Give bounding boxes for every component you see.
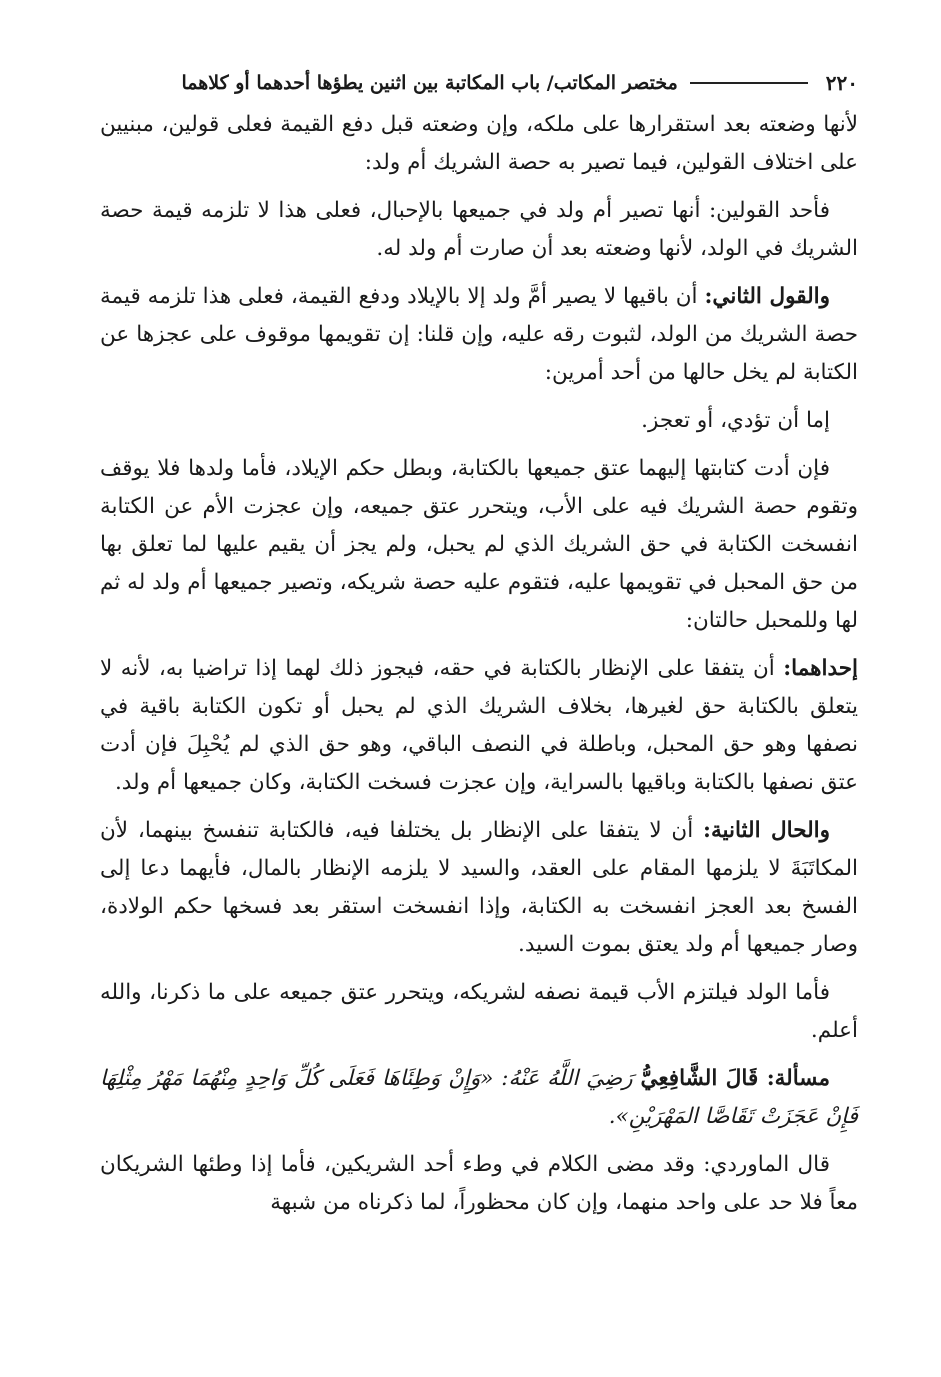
running-title: مختصر المكاتب/ باب المكاتبة بين اثنين يطؤها أحدهما أو كلاهما	[181, 72, 678, 94]
paragraph-text: أن يتفقا على الإنظار بالكتابة في حقه، فيجوز ذلك لهما إذا تراضيا به، لأنه لا يتعلق بالكتابة حق لغيرها، بخلاف الشريك الذي لم يحبل أو تكون الكتابة باقية في نصفها وهو حق المحبل، وباطلة في النصف الباقي، وهو حق الذي لم يُحْبِلَ فإن أدت عتق نصفها بالكتابة وباقيها بالسراية، وإن عجزت فسخت الكتابة، وكان جميعها أم ولد.	[100, 656, 858, 795]
header-rule	[690, 82, 808, 84]
paragraph-text: فإن أدت كتابتها إليهما عتق جميعها بالكتابة، وبطل حكم الإيلاد، فأما ولدها فلا يوقف وتقوم حصة الشريك فيه على الأب، ويتحرر عتق جميعه، وإن عجزت الأم عن الكتابة انفسخت الكتابة في حق الشريك الذي لم يحبل، ولم يجز أن يقيم عليها لما تعلق بها من حق المحبل في تقويمها عليه، فتقوم عليه حصة شريكه، وتصير جميعها أم ولد له ثم لها وللمحبل حالتان:	[100, 456, 858, 633]
paragraph-lead: والقول الثاني:	[704, 284, 831, 309]
paragraph-text: أن لا يتفقا على الإنظار بل يختلفا فيه، فالكتابة تنفسخ بينهما، لأن المكاتَبَةَ لا يلزمها المقام على العقد، والسيد لا يلزمه الإنظار بالمال، فأيهما دعا إلى الفسخ بعد العجز انفسخت به الكتابة، وإذا انفسخت استقر بعد فسخها حكم الولادة، وصار جميعها أم ولد يعتق بموت السيد.	[100, 818, 858, 957]
paragraph-text: فأحد القولين: أنها تصير أم ولد في جميعها بالإحبال، فعلى هذا لا تلزمه قيمة حصة الشريك في الولد، لأنها وضعته بعد أن صارت أم ولد له.	[100, 198, 858, 261]
paragraph-lead: مسألة: قَالَ الشَّافِعِيُّ	[640, 1066, 830, 1091]
paragraph-text: أن باقيها لا يصير أمَّ ولد إلا بالإيلاد ودفع القيمة، فعلى هذا تلزمه قيمة حصة الشريك من الولد، لثبوت رقه عليه، وإن قلنا: إن تقويمها موقوف على عجزها عن الكتابة لم يخل حالها من أحد أمرين:	[100, 284, 858, 385]
paragraph	[100, 402, 858, 440]
paragraph-text: قال الماوردي: وقد مضى الكلام في وطء أحد الشريكين، فأما إذا وطئها الشريكان معاً فلا حد على واحد منهما، وإن كان محظوراً، لما ذكرناه من شبهة	[100, 1152, 858, 1215]
paragraph	[100, 278, 858, 392]
paragraph	[100, 106, 858, 182]
document-page	[100, 60, 858, 1360]
page-number: ٢٢٠	[825, 71, 858, 95]
paragraph	[100, 192, 858, 268]
paragraph-text: إما أن تؤدي، أو تعجز.	[641, 408, 830, 433]
paragraph-text: فأما الولد فيلتزم الأب قيمة نصفه لشريكه، ويتحرر عتق جميعه على ما ذكرنا، والله أعلم.	[100, 980, 858, 1043]
paragraph	[100, 1146, 858, 1222]
paragraph-lead: والحال الثانية:	[703, 818, 830, 843]
paragraph-text: رَضِيَ اللَّهُ عَنْهُ: «وَإِنْ وَطِئَاهَا فَعَلَى كُلِّ وَاحِدٍ مِنْهُمَا مَهْرُ مِثْلِهَا فَإِنْ عَجَزَتْ تَقَاصَّا المَهْرَيْنِ».	[100, 1066, 858, 1129]
paragraph	[100, 1060, 858, 1136]
paragraph-lead: إحداهما:	[783, 656, 858, 681]
paragraph	[100, 974, 858, 1050]
paragraph-text: لأنها وضعته بعد استقرارها على ملكه، وإن وضعته قبل دفع القيمة فعلى قولين، مبنيين على اختلاف القولين، فيما تصير به حصة الشريك أم ولد:	[100, 112, 859, 175]
paragraph	[100, 450, 858, 640]
paragraph	[100, 812, 858, 964]
paragraph	[100, 650, 858, 802]
page-header	[100, 60, 858, 106]
